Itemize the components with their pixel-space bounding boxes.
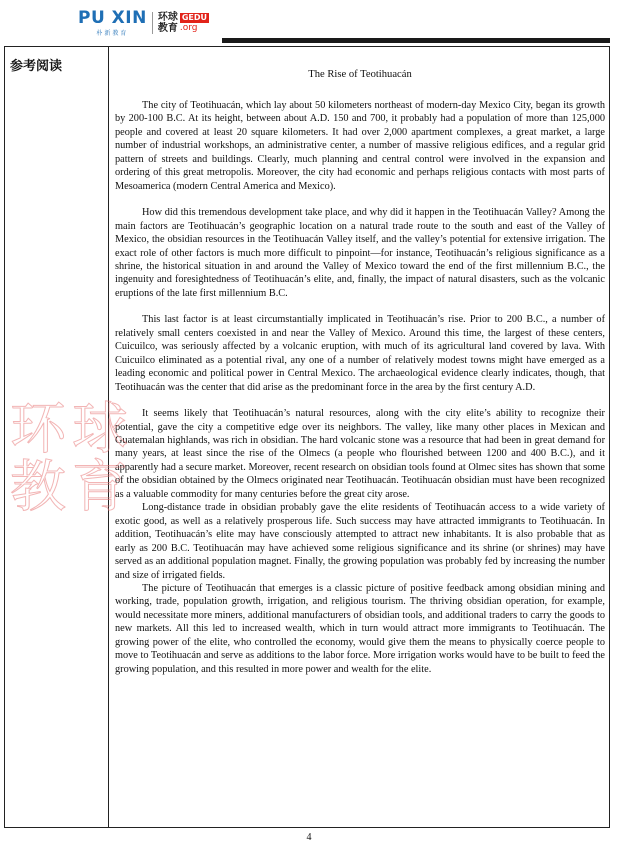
side-label: 参考阅读 (10, 59, 63, 74)
page-header (0, 0, 618, 42)
puxin-logo (78, 7, 147, 37)
reading-frame (4, 46, 610, 828)
article (115, 69, 605, 676)
article-paragraph: Long-distance trade in obsidian probably gave the elite residents of Teotihuacán access to a wide variety of exotic good, as well as a relatively prosperous life. Such success may have attracted immigrants to Teotihuacán. In addition, Teotihuacán’s elite may have consciously attempted to attract new inhabitants. It is also probable that as early as 200 B.C. Teotihuacán may have achieved some religious significance and its shrine (or shrines) may have served as an additional population magnet. Finally, the growing population was probably fed by increasing the number and size of irrigated fields. (115, 502, 605, 581)
gedu-logo-cn-bottom: 教育 (157, 23, 178, 34)
gedu-logo-en: GEDU (181, 13, 208, 22)
puxin-logo-subtext: 朴新教育 (96, 29, 129, 37)
article-paragraph: The city of Teotihuacán, which lay about 50 kilometers northeast of modern-day Mexico City, began its growth by 200-100 B.C. At its height, between about A.D. 150 and 700, it probably had a population of more than 125,000 people and covered at least 20 square kilometers. It had over 2,000 apartment complexes, a great market, a large number of industrial workshops, an administrative center, a number of massive religious edifices, and a regular grid pattern of streets and buildings. Clearly, much planning and central control were involved in the expansion and ordering of this great metropolis. Moreover, the city had economic and perhaps religious contacts with most parts of Mesoamerica (modern Central America and Mexico). (115, 100, 605, 192)
gedu-logo-org: .org (179, 23, 198, 33)
gedu-logo-cn-top: 环球 (157, 12, 178, 23)
gedu-logo (158, 12, 209, 34)
logo (78, 7, 209, 37)
article-paragraph: This last factor is at least circumstantially implicated in Teotihuacán’s rise. Prior to 200 B.C., a number of relatively small centers coexisted in and near the Valley of Mexico. Around this time, the largest of these centers, Cuicuilco, was seriously affected by a volcanic eruption, with much of its agricultural land covered by lava. With Cuicuilco eliminated as a potential rival, any one of a number of relatively modest towns might have emerged as a leading economic and political power in Central Mexico. The archaeological evidence clearly indicates, though, that Teotihuacán was the center that did arise as the predominant force in the area by the first century A.D. (115, 314, 605, 393)
page-number: 4 (306, 832, 312, 843)
puxin-logo-text: PU XIN (78, 7, 147, 28)
article-paragraph: The picture of Teotihuacán that emerges is a classic picture of positive feedback among obsidian mining and working, trade, population growth, irrigation, and religious tourism. The thriving obsidian operation, for example, would necessitate more miners, additional manufacturers of obsidian tools, and additional traders to carry the goods to new markets. All this led to increased wealth, which in turn would attract more immigrants to Teotihuacán. The growing power of the elite, who controlled the economy, would give them the means to physically coerce people to move to Teotihuacán and serve as additions to the labor force. More irrigation works would have to be built to feed the growing population, and this resulted in more power and wealth for the elite. (115, 582, 605, 675)
article-title: The Rise of Teotihuacán (308, 69, 412, 80)
article-paragraph: How did this tremendous development take place, and why did it happen in the Teotihuacán Valley? Among the main factors are Teotihuacán’s geographic location on a natural trade route to the south and east of the Valley of Mexico, the obsidian resources in the Teotihuacán Valley itself, and the valley’s potential for extensive irrigation. The exact role of other factors is much more difficult to pinpoint—for instance, Teotihuacán’s religious significance as a shrine, the historical situation in and around the Valley of Mexico toward the end of the first millennium B.C., the ingenuity and foresightedness of Teotihuacán’s elite, and, finally, the impact of natural disasters, such as the volcanic eruptions of the late first millennium B.C. (115, 207, 605, 299)
article-paragraph: It seems likely that Teotihuacán’s natural resources, along with the city elite’s ability to recognize their potential, gave the city a competitive edge over its neighbors. The valley, like many other places in Mexican and Guatemalan highlands, was rich in obsidian. The hard volcanic stone was a resource that had been in great demand for many years, at least since the rise of the Olmecs (a people who flourished between 1200 and 400 B.C.), and it apparently had a secure market. Moreover, recent research on obsidian tools found at Olmec sites has shown that some of the obsidian obtained by the Olmecs originated near Teotihuacán. Teotihuacán obsidian must have been recognized as a valuable commodity for many centuries before the great city arose. (115, 408, 605, 500)
logo-divider (152, 12, 153, 34)
watermark-line-2: 教育 (10, 455, 134, 520)
watermark-line-1: 环球 (10, 397, 134, 462)
header-rule (222, 38, 610, 43)
side-column (5, 47, 109, 827)
